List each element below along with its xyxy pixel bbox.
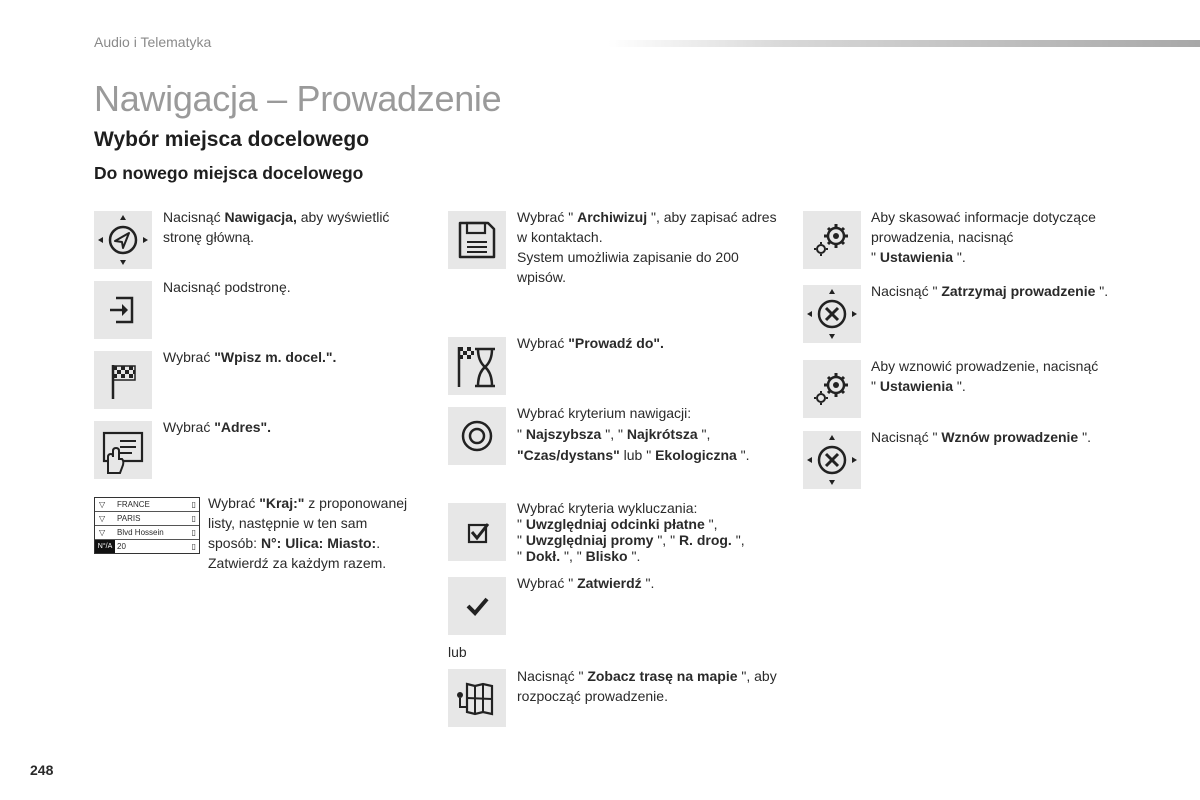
section-heading: Wybór miejsca docelowego (94, 128, 370, 151)
step-enter-destination: Wybrać "Wpisz m. docel.". (163, 349, 337, 365)
step-exclusions: Wybrać kryteria wykluczania: " Uwzględniaj odcinki płatne ", " Uwzględniaj promy ", " R. drog. ", " Dokł. ", " Blisko ". (517, 500, 745, 564)
step-address: Wybrać "Adres". (163, 419, 272, 435)
settings-gears-icon (803, 211, 861, 269)
floppy-disk-icon (448, 211, 506, 269)
step-sub-page: Nacisnąć podstronę. (163, 279, 291, 295)
step-clear-guidance: Aby skasować informacje dotyczące prowadzenia, nacisnąć " Ustawienia ". (871, 209, 1096, 265)
list-item: ▽ FRANCE ▯ (95, 498, 199, 512)
checkmark-icon (448, 577, 506, 635)
navigation-compass-icon (94, 211, 152, 269)
flag-hourglass-icon (448, 337, 506, 395)
step-navigation: Nacisnąć Nawigacja, aby wyświetlić stronę główną. (163, 209, 390, 245)
list-item: ▽ Blvd Hossein ▯ (95, 526, 199, 540)
sub-page-enter-icon (94, 281, 152, 339)
subsection-heading: Do nowego miejsca docelowego (94, 163, 364, 183)
country-list-preview (94, 497, 200, 554)
section-label: Audio i Telematyka (94, 34, 212, 50)
page-title: Nawigacja – Prowadzenie (94, 78, 502, 119)
resume-guidance-icon (803, 431, 861, 489)
settings-gears-icon (803, 360, 861, 418)
step-archive: Wybrać " Archiwizuj ", aby zapisać adres w kontaktach. System umożliwia zapisanie do 200 wpisów. (517, 209, 777, 285)
step-guide-to: Wybrać "Prowadź do". (517, 335, 664, 351)
or-label: lub (448, 644, 467, 660)
header-bar (608, 40, 1200, 47)
step-stop-guidance: Nacisnąć " Zatrzymaj prowadzenie ". (871, 283, 1109, 299)
map-icon (448, 669, 506, 727)
step-resume-settings: Aby wznowić prowadzenie, nacisnąć " Ustawienia ". (871, 358, 1099, 394)
target-circle-icon (448, 407, 506, 465)
step-confirm: Wybrać " Zatwierdź ". (517, 575, 655, 591)
step-view-map: Nacisnąć " Zobacz trasę na mapie ", aby rozpocząć prowadzenie. (517, 668, 777, 704)
stop-guidance-icon (803, 285, 861, 343)
checkered-flag-icon (94, 351, 152, 409)
step-country: Wybrać "Kraj:" z proponowanej listy, następnie w ten sam sposób: N°: Ulica: Miasto:. Zatwierdź za każdym razem. (208, 495, 408, 571)
step-resume-guidance: Nacisnąć " Wznów prowadzenie ". (871, 429, 1091, 445)
page-number: 248 (30, 762, 54, 778)
list-item: ▽ PARIS ▯ (95, 512, 199, 526)
checkbox-icon (448, 503, 506, 561)
list-item: N°/A 20 ▯ (95, 540, 199, 553)
address-card-icon (94, 421, 152, 479)
step-criteria: Wybrać kryterium nawigacji: " Najszybsza ", " Najkrótsza ", "Czas/dystans" lub " Ekologiczna ". (517, 405, 750, 463)
